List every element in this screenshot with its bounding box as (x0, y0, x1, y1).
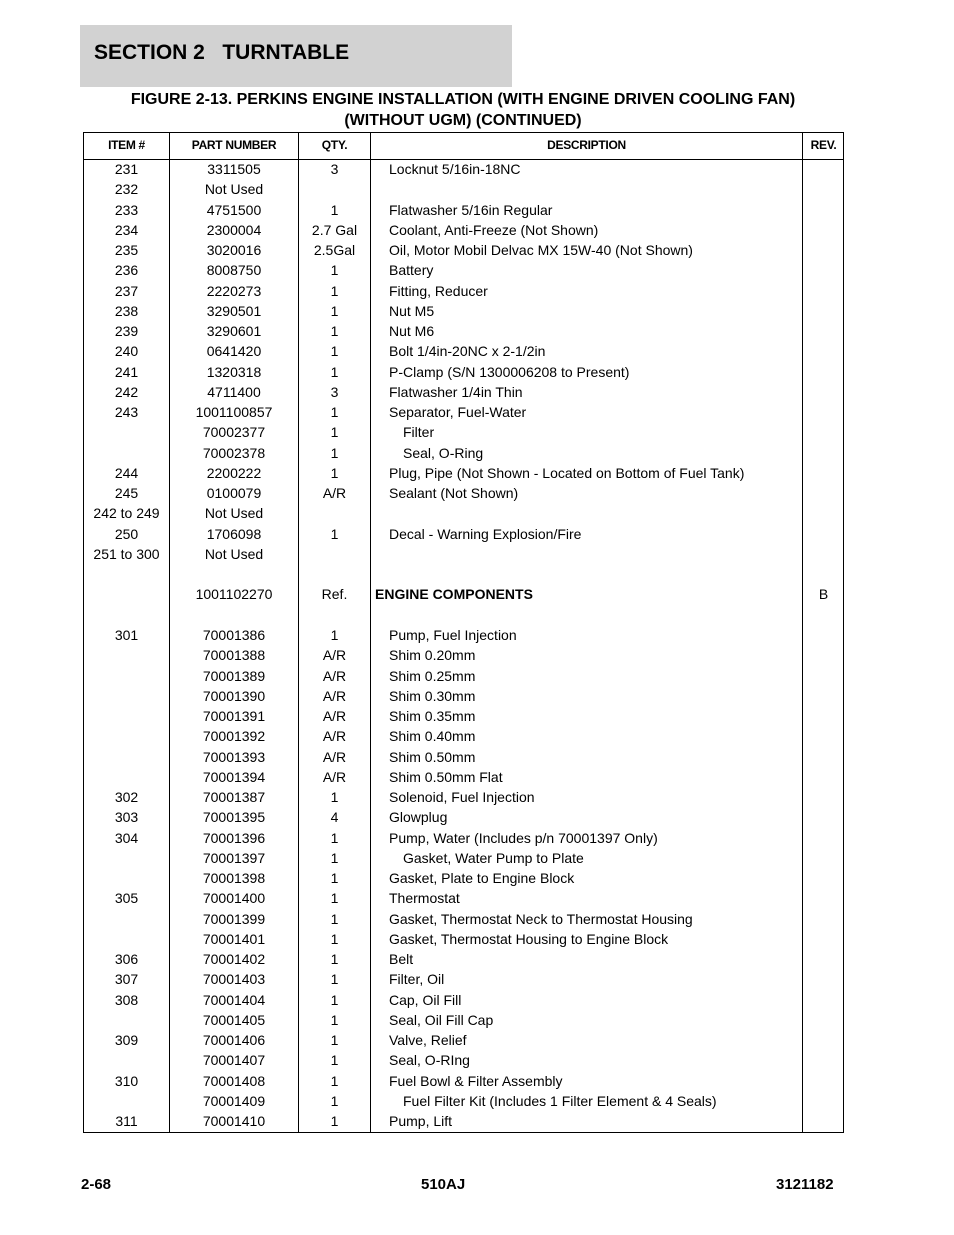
part-number-cell: 70001404 (202, 991, 266, 1008)
description-cell: Gasket, Water Pump to Plate (403, 849, 584, 866)
table-row (84, 564, 843, 584)
description-cell: Battery (389, 262, 434, 279)
qty-cell: 3 (330, 383, 339, 400)
table-row (84, 625, 843, 645)
table-row (84, 868, 843, 888)
part-number-cell: 1320318 (206, 363, 262, 380)
qty-cell: 1 (330, 525, 339, 542)
qty-cell: 1 (330, 302, 339, 319)
table-row (84, 584, 843, 604)
qty-cell: 1 (330, 1052, 339, 1069)
part-number-cell: 0641420 (206, 343, 262, 360)
table-row (84, 179, 843, 199)
table-row (84, 544, 843, 564)
table-row (84, 747, 843, 767)
part-number-cell: 4711400 (207, 383, 261, 400)
item-cell: 307 (114, 971, 139, 988)
table-row (84, 969, 843, 989)
part-number-cell: 70002377 (202, 424, 266, 441)
item-cell: 238 (114, 302, 139, 319)
table-row (84, 200, 843, 220)
part-number-cell: 70001389 (202, 667, 266, 684)
table-row (84, 706, 843, 726)
description-cell: Separator, Fuel-Water (389, 404, 527, 421)
item-cell: 250 (114, 525, 139, 542)
description-cell: Plug, Pipe (Not Shown - Located on Bottom of Fuel Tank) (389, 464, 745, 481)
description-cell: Fuel Bowl & Filter Assembly (389, 1072, 563, 1089)
description-cell: Decal - Warning Explosion/Fire (389, 525, 582, 542)
qty-cell: 1 (330, 1113, 339, 1130)
item-cell: 309 (114, 1032, 139, 1049)
qty-cell: 3 (330, 161, 339, 177)
qty-cell: 1 (330, 444, 339, 461)
qty-cell: 1 (330, 323, 339, 340)
part-number-cell: 70001400 (202, 890, 266, 907)
table-row (84, 382, 843, 402)
item-cell: 237 (114, 282, 139, 299)
description-cell: Gasket, Plate to Engine Block (389, 870, 575, 887)
description-cell: P-Clamp (S/N 1300006208 to Present) (389, 363, 630, 380)
table-row (84, 1071, 843, 1091)
col-header-part-number: PART NUMBER (191, 138, 277, 152)
description-cell: Shim 0.30mm (389, 687, 476, 704)
table-row (84, 1030, 843, 1050)
item-cell: 251 to 300 (93, 545, 160, 562)
item-cell: 304 (114, 829, 139, 846)
table-row (84, 463, 843, 483)
part-number-cell: 2220273 (206, 282, 262, 299)
item-cell: 306 (114, 951, 139, 968)
part-number-cell: 70001398 (202, 870, 266, 887)
table-row (84, 1091, 843, 1111)
description-cell: Filter, Oil (389, 971, 445, 988)
col-header-rev: REV. (810, 138, 837, 152)
part-number-cell: 70001396 (202, 829, 266, 846)
document-number: 3121182 (776, 1176, 834, 1193)
part-number-cell: 70001403 (202, 971, 266, 988)
part-number-cell: 70001395 (202, 809, 266, 826)
part-number-cell: 70001402 (202, 951, 266, 968)
part-number-cell: 70001390 (202, 687, 266, 704)
description-cell: Oil, Motor Mobil Delvac MX 15W-40 (Not Shown) (389, 242, 693, 259)
part-number-cell: 2300004 (206, 221, 262, 238)
item-cell: 239 (114, 323, 139, 340)
qty-cell: A/R (322, 728, 347, 745)
qty-cell: 1 (330, 930, 339, 947)
description-cell: Pump, Water (Includes p/n 70001397 Only) (389, 829, 658, 846)
description-cell: Glowplug (389, 809, 448, 826)
qty-cell: 1 (330, 1011, 339, 1028)
item-cell: 242 to 249 (93, 505, 160, 522)
table-row (84, 281, 843, 301)
part-number-cell: 70001387 (202, 789, 266, 806)
item-cell: 232 (114, 181, 139, 198)
col-header-qty: QTY. (321, 138, 348, 152)
description-cell: Locknut 5/16in-18NC (389, 161, 521, 177)
part-number-cell: 2200222 (206, 464, 262, 481)
table-row (84, 220, 843, 240)
qty-cell: 1 (330, 890, 339, 907)
table-row (84, 909, 843, 929)
description-cell: Bolt 1/4in-20NC x 2-1/2in (389, 343, 546, 360)
qty-cell: 1 (330, 849, 339, 866)
qty-cell: A/R (322, 687, 347, 704)
table-row (84, 767, 843, 787)
description-cell: Seal, Oil Fill Cap (389, 1011, 494, 1028)
qty-cell: 1 (330, 343, 339, 360)
part-number-cell: 70001392 (202, 728, 266, 745)
qty-cell: 4 (330, 809, 339, 826)
table-row (84, 159, 843, 179)
qty-cell: 1 (330, 951, 339, 968)
section-banner (80, 25, 512, 87)
description-cell: Belt (389, 951, 414, 968)
col-header-description: DESCRIPTION (547, 138, 626, 152)
qty-cell: 1 (330, 404, 339, 421)
qty-cell: 1 (330, 1092, 339, 1109)
description-cell: Fuel Filter Kit (Includes 1 Filter Element & 4 Seals) (403, 1092, 717, 1109)
qty-cell: 1 (330, 870, 339, 887)
table-row (84, 503, 843, 523)
description-cell: Coolant, Anti-Freeze (Not Shown) (389, 221, 599, 238)
description-cell: Fitting, Reducer (389, 282, 488, 299)
description-cell: ENGINE COMPONENTS (375, 586, 533, 603)
qty-cell: 1 (330, 262, 339, 279)
qty-cell: A/R (322, 708, 347, 725)
description-cell: Flatwasher 1/4in Thin (389, 383, 523, 400)
table-row (84, 726, 843, 746)
table-row (84, 929, 843, 949)
table-row (84, 848, 843, 868)
part-number-cell: Not Used (204, 545, 264, 562)
part-number-cell: 70001399 (202, 910, 266, 927)
item-cell: 302 (114, 789, 139, 806)
part-number-cell: 70001393 (202, 748, 266, 765)
table-row (84, 341, 843, 361)
item-cell: 243 (114, 404, 139, 421)
description-cell: Valve, Relief (389, 1032, 467, 1049)
parts-table (83, 132, 844, 1133)
part-number-cell: 1001102270 (195, 586, 273, 603)
qty-cell: A/R (322, 485, 347, 502)
part-number-cell: 3290501 (206, 302, 262, 319)
qty-cell: 1 (330, 910, 339, 927)
table-row (84, 949, 843, 969)
description-cell: Gasket, Thermostat Housing to Engine Block (389, 930, 669, 947)
part-number-cell: 1001100857 (195, 404, 273, 421)
part-number-cell: 70001405 (202, 1011, 266, 1028)
table-row (84, 686, 843, 706)
table-row (84, 828, 843, 848)
table-row (84, 260, 843, 280)
part-number-cell: 70001391 (202, 708, 266, 725)
item-cell: 301 (114, 626, 139, 643)
qty-cell: 1 (330, 991, 339, 1008)
item-cell: 245 (114, 485, 139, 502)
section-title: SECTION 2 TURNTABLE (94, 41, 350, 64)
table-row (84, 990, 843, 1010)
table-row (84, 524, 843, 544)
table-row (84, 1010, 843, 1030)
item-cell: 236 (114, 262, 139, 279)
description-cell: Solenoid, Fuel Injection (389, 789, 535, 806)
table-row (84, 787, 843, 807)
qty-cell: A/R (322, 768, 347, 785)
item-cell: 235 (114, 242, 139, 259)
item-cell: 303 (114, 809, 139, 826)
description-cell: Pump, Fuel Injection (389, 626, 517, 643)
item-cell: 305 (114, 890, 139, 907)
item-cell: 310 (114, 1072, 139, 1089)
part-number-cell: 70001394 (202, 768, 266, 785)
table-row (84, 666, 843, 686)
item-cell: 242 (114, 383, 139, 400)
part-number-cell: 70001408 (202, 1072, 266, 1089)
qty-cell: 1 (330, 829, 339, 846)
col-header-item: ITEM # (108, 138, 145, 152)
description-cell: Pump, Lift (389, 1113, 453, 1130)
qty-cell: 2.7 Gal (311, 221, 358, 238)
qty-cell: 1 (330, 201, 339, 218)
figure-subtitle: (WITHOUT UGM) (CONTINUED) (344, 112, 582, 129)
table-row (84, 807, 843, 827)
part-number-cell: 70001406 (202, 1032, 266, 1049)
item-cell: 234 (114, 221, 139, 238)
qty-cell: 1 (330, 424, 339, 441)
qty-cell: A/R (322, 748, 347, 765)
description-cell: Thermostat (389, 890, 460, 907)
item-cell: 233 (114, 201, 139, 218)
qty-cell: 1 (330, 1032, 339, 1049)
qty-cell: 1 (330, 363, 339, 380)
table-row (84, 645, 843, 665)
description-cell: Shim 0.25mm (389, 667, 476, 684)
part-number-cell: 70001407 (202, 1052, 266, 1069)
part-number-cell: 4751500 (206, 201, 262, 218)
description-cell: Shim 0.50mm (389, 748, 476, 765)
description-cell: Filter (403, 424, 435, 441)
description-cell: Flatwasher 5/16in Regular (389, 201, 553, 218)
page-number: 2-68 (81, 1176, 112, 1193)
description-cell: Shim 0.20mm (389, 647, 476, 664)
description-cell: Shim 0.50mm Flat (389, 768, 503, 785)
qty-cell: 2.5Gal (313, 242, 356, 259)
description-cell: Seal, O-Ring (403, 444, 484, 461)
table-row (84, 1050, 843, 1070)
model-number: 510AJ (421, 1176, 466, 1193)
description-cell: Shim 0.40mm (389, 728, 476, 745)
item-cell: 241 (114, 363, 139, 380)
qty-cell: 1 (330, 282, 339, 299)
table-row (84, 1111, 843, 1131)
part-number-cell: 70001409 (202, 1092, 266, 1109)
qty-cell: A/R (322, 647, 347, 664)
table-row (84, 301, 843, 321)
table-row (84, 483, 843, 503)
part-number-cell: 70001386 (202, 626, 266, 643)
table-row (84, 362, 843, 382)
part-number-cell: Not Used (204, 505, 264, 522)
description-cell: Gasket, Thermostat Neck to Thermostat Housing (389, 910, 693, 927)
part-number-cell: 3290601 (206, 323, 262, 340)
description-cell: Shim 0.35mm (389, 708, 476, 725)
qty-cell: Ref. (321, 586, 348, 603)
part-number-cell: 1706098 (206, 525, 262, 542)
part-number-cell: 3020016 (206, 242, 262, 259)
item-cell: 311 (115, 1113, 138, 1130)
item-cell: 308 (114, 991, 139, 1008)
part-number-cell: 8008750 (206, 262, 262, 279)
part-number-cell: 70001397 (202, 849, 266, 866)
item-cell: 240 (114, 343, 139, 360)
part-number-cell: 70001401 (202, 930, 266, 947)
table-row (84, 402, 843, 422)
item-cell: 231 (114, 161, 139, 177)
part-number-cell: 70001388 (202, 647, 266, 664)
description-cell: Nut M5 (389, 302, 435, 319)
description-cell: Seal, O-RIng (389, 1052, 470, 1069)
part-number-cell: 3311505 (207, 161, 261, 177)
part-number-cell: 70002378 (202, 444, 266, 461)
description-cell: Nut M6 (389, 323, 435, 340)
rev-cell: B (818, 586, 829, 603)
table-row (84, 240, 843, 260)
description-cell: Sealant (Not Shown) (389, 485, 519, 502)
description-cell: Cap, Oil Fill (389, 991, 462, 1008)
part-number-cell: Not Used (204, 181, 264, 198)
figure-title: FIGURE 2-13. PERKINS ENGINE INSTALLATION (WITH ENGINE DRIVEN COOLING FAN) (130, 91, 796, 108)
qty-cell: 1 (330, 971, 339, 988)
qty-cell: 1 (330, 789, 339, 806)
table-row (84, 605, 843, 625)
item-cell: 244 (114, 464, 139, 481)
table-row (84, 443, 843, 463)
part-number-cell: 0100079 (206, 485, 262, 502)
qty-cell: 1 (330, 626, 339, 643)
part-number-cell: 70001410 (202, 1113, 266, 1130)
table-row (84, 888, 843, 908)
qty-cell: A/R (322, 667, 347, 684)
qty-cell: 1 (330, 1072, 339, 1089)
table-row (84, 321, 843, 341)
qty-cell: 1 (330, 464, 339, 481)
table-row (84, 422, 843, 442)
